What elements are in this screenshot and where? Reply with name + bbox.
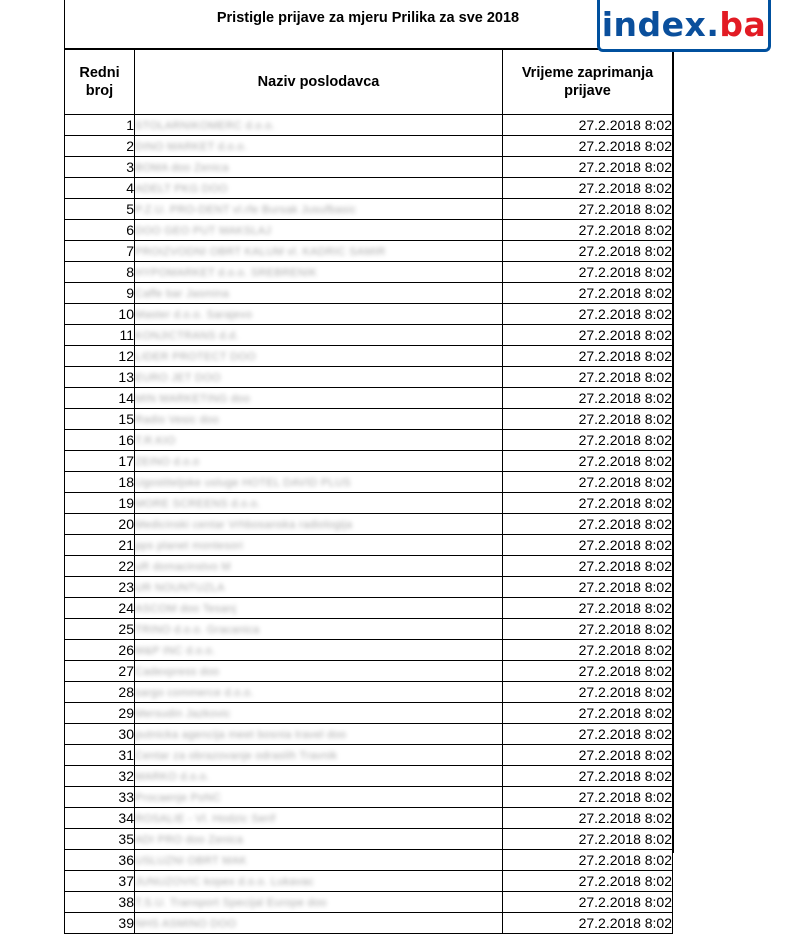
row-number: 24	[65, 598, 135, 619]
employer-name-redacted: JUNUZOVIC kopex d.o.o. Lukavac	[135, 876, 314, 888]
row-number: 29	[65, 703, 135, 724]
table-row	[65, 661, 673, 682]
row-number: 37	[65, 871, 135, 892]
received-time: 27.2.2018 8:02	[503, 472, 673, 493]
employer-name-redacted: NHS ASMINO DOO	[135, 918, 237, 930]
received-time: 27.2.2018 8:02	[503, 157, 673, 178]
table-row	[65, 535, 673, 556]
employer-name-redacted: ADI PRO doo Zenica	[135, 834, 244, 846]
row-number: 13	[65, 367, 135, 388]
employer-name-redacted: BOMA doo Zenica	[135, 162, 229, 174]
table-row	[65, 346, 673, 367]
employer-name-cell	[135, 724, 503, 745]
employer-name-redacted: PROIZVODNI OBRT KALUM vl. KADRIC SAMIR	[135, 246, 386, 258]
table-row	[65, 787, 673, 808]
received-time: 27.2.2018 8:02	[503, 136, 673, 157]
employer-name-redacted: pps planet montesori	[135, 540, 244, 552]
employer-name-redacted: ASCOM doo Tesanj	[135, 603, 237, 615]
employer-name-redacted: ZEINO d.o.o	[135, 456, 200, 468]
received-time: 27.2.2018 8:02	[503, 640, 673, 661]
employer-name-redacted: STOLARNIKOMERC d.o.o.	[135, 120, 275, 132]
employer-name-cell	[135, 262, 503, 283]
employer-name-cell	[135, 472, 503, 493]
employer-name-cell	[135, 220, 503, 241]
table-row	[65, 157, 673, 178]
received-time: 27.2.2018 8:02	[503, 724, 673, 745]
employer-name-redacted: Medicinski centar Vrhbosanska radiologija	[135, 519, 353, 531]
employer-name-cell	[135, 367, 503, 388]
employer-name-redacted: Centar za obrazovanje odraslih Travnik	[135, 750, 338, 762]
employer-name-cell	[135, 913, 503, 934]
received-time: 27.2.2018 8:02	[503, 283, 673, 304]
employer-name-cell	[135, 493, 503, 514]
table-row	[65, 703, 673, 724]
employer-name-redacted: M&P INC d.o.o.	[135, 645, 216, 657]
employer-name-cell	[135, 304, 503, 325]
table-row	[65, 724, 673, 745]
received-time: 27.2.2018 8:02	[503, 598, 673, 619]
row-number: 14	[65, 388, 135, 409]
received-time: 27.2.2018 8:02	[503, 199, 673, 220]
table-row	[65, 304, 673, 325]
table-row	[65, 220, 673, 241]
row-number: 32	[65, 766, 135, 787]
received-time: 27.2.2018 8:02	[503, 682, 673, 703]
row-number: 28	[65, 682, 135, 703]
received-time: 27.2.2018 8:02	[503, 577, 673, 598]
received-time: 27.2.2018 8:02	[503, 409, 673, 430]
row-number: 20	[65, 514, 135, 535]
row-number: 33	[65, 787, 135, 808]
applications-table	[64, 49, 673, 934]
row-number: 31	[65, 745, 135, 766]
employer-name-redacted: HYPOMARKET d.o.o. SREBRENIK	[135, 267, 318, 279]
table-row	[65, 892, 673, 913]
row-number: 26	[65, 640, 135, 661]
table-row	[65, 178, 673, 199]
received-time: 27.2.2018 8:02	[503, 703, 673, 724]
employer-name-redacted: TRINO d.o.o. Gracanica	[135, 624, 260, 636]
employer-name-redacted: EURO JET DOO	[135, 372, 221, 384]
employer-name-cell	[135, 451, 503, 472]
employer-name-cell	[135, 115, 503, 136]
row-number: 39	[65, 913, 135, 934]
employer-name-redacted: KONJICTRANS d.d.	[135, 330, 239, 342]
row-number: 16	[65, 430, 135, 451]
employer-name-cell	[135, 409, 503, 430]
table-row	[65, 493, 673, 514]
row-number: 11	[65, 325, 135, 346]
employer-name-redacted: DOO GEO PUT MAKSLAJ	[135, 225, 272, 237]
employer-name-cell	[135, 871, 503, 892]
employer-name-redacted: Radio Vesic doo	[135, 414, 219, 426]
employer-name-redacted: Mersudin Jazkovic	[135, 708, 231, 720]
received-time: 27.2.2018 8:02	[503, 661, 673, 682]
row-number: 1	[65, 115, 135, 136]
row-number: 6	[65, 220, 135, 241]
employer-name-cell	[135, 766, 503, 787]
row-number: 27	[65, 661, 135, 682]
employer-name-redacted: LIDER PROTECT DOO	[135, 351, 257, 363]
row-number: 34	[65, 808, 135, 829]
row-number: 25	[65, 619, 135, 640]
received-time: 27.2.2018 8:02	[503, 871, 673, 892]
employer-name-cell	[135, 325, 503, 346]
employer-name-cell	[135, 787, 503, 808]
received-time: 27.2.2018 8:02	[503, 808, 673, 829]
table-row	[65, 640, 673, 661]
received-time: 27.2.2018 8:02	[503, 178, 673, 199]
received-time: 27.2.2018 8:02	[503, 493, 673, 514]
received-time: 27.2.2018 8:02	[503, 388, 673, 409]
employer-name-cell	[135, 640, 503, 661]
employer-name-redacted: Ugostiteljske usluge HOTEL DAVID PLUS	[135, 477, 351, 489]
employer-name-cell	[135, 703, 503, 724]
table-row	[65, 598, 673, 619]
row-number: 8	[65, 262, 135, 283]
table-row	[65, 367, 673, 388]
employer-name-cell	[135, 808, 503, 829]
employer-name-cell	[135, 745, 503, 766]
employer-name-cell	[135, 892, 503, 913]
table-row	[65, 430, 673, 451]
employer-name-redacted: DINO MARKET d.o.o.	[135, 141, 248, 153]
table-row	[65, 808, 673, 829]
received-time: 27.2.2018 8:02	[503, 787, 673, 808]
received-time: 27.2.2018 8:02	[503, 913, 673, 934]
table-row	[65, 409, 673, 430]
row-number: 12	[65, 346, 135, 367]
row-number: 9	[65, 283, 135, 304]
row-number: 38	[65, 892, 135, 913]
row-number: 18	[65, 472, 135, 493]
employer-name-cell	[135, 598, 503, 619]
row-number: 23	[65, 577, 135, 598]
employer-name-cell	[135, 661, 503, 682]
row-number: 10	[65, 304, 135, 325]
employer-name-redacted: Procaenje PoNC	[135, 792, 222, 804]
employer-name-redacted: sargo commerce d.o.o.	[135, 687, 254, 699]
received-time: 27.2.2018 8:02	[503, 451, 673, 472]
employer-name-redacted: MARKO d.o.o.	[135, 771, 210, 783]
table-row	[65, 241, 673, 262]
employer-name-redacted: Cadexpress doo	[135, 666, 220, 678]
employer-name-redacted: P.Z.U. PRO-DENT vl.rfe Bursak Jusufbasic	[135, 204, 357, 216]
table-row	[65, 388, 673, 409]
received-time: 27.2.2018 8:02	[503, 220, 673, 241]
employer-name-cell	[135, 556, 503, 577]
employer-name-redacted: T.R.KIO	[135, 435, 176, 447]
received-time: 27.2.2018 8:02	[503, 850, 673, 871]
employer-name-redacted: MORE SCREENS d.o.o.	[135, 498, 261, 510]
employer-name-cell	[135, 535, 503, 556]
row-number: 36	[65, 850, 135, 871]
employer-name-cell	[135, 241, 503, 262]
received-time: 27.2.2018 8:02	[503, 766, 673, 787]
employer-name-cell	[135, 178, 503, 199]
received-time: 27.2.2018 8:02	[503, 115, 673, 136]
employer-name-redacted: putnicka agencija meet bosnia travel doo	[135, 729, 347, 741]
table-row	[65, 283, 673, 304]
table-row	[65, 871, 673, 892]
row-number: 21	[65, 535, 135, 556]
employer-name-cell	[135, 619, 503, 640]
employer-name-cell	[135, 577, 503, 598]
table-row	[65, 745, 673, 766]
table-row	[65, 556, 673, 577]
employer-name-redacted: ADELT PKG DOO	[135, 183, 228, 195]
row-number: 22	[65, 556, 135, 577]
table-row	[65, 913, 673, 934]
employer-name-redacted: Master d.o.o. Sarajevo	[135, 309, 253, 321]
received-time: 27.2.2018 8:02	[503, 262, 673, 283]
received-time: 27.2.2018 8:02	[503, 892, 673, 913]
received-time: 27.2.2018 8:02	[503, 514, 673, 535]
header-naziv-poslodavca: Naziv poslodavca	[135, 50, 503, 115]
employer-name-redacted: USLUZNI OBRT MAK	[135, 855, 247, 867]
employer-name-cell	[135, 346, 503, 367]
received-time: 27.2.2018 8:02	[503, 241, 673, 262]
employer-name-redacted: MIN MARKETING doo	[135, 393, 251, 405]
table-row	[65, 262, 673, 283]
table-row	[65, 451, 673, 472]
received-time: 27.2.2018 8:02	[503, 430, 673, 451]
employer-name-redacted: ROSALIE - Vl. Hodzic Serif	[135, 813, 276, 825]
employer-name-cell	[135, 829, 503, 850]
employer-name-cell	[135, 430, 503, 451]
table-row	[65, 829, 673, 850]
row-number: 19	[65, 493, 135, 514]
employer-name-cell	[135, 199, 503, 220]
table-row	[65, 577, 673, 598]
header-vrijeme-zaprimanja: Vrijeme zaprimanja prijave	[503, 50, 673, 115]
employer-name-redacted: UR NOUNTUZLA	[135, 582, 225, 594]
row-number: 4	[65, 178, 135, 199]
table-header-row	[65, 50, 673, 115]
received-time: 27.2.2018 8:02	[503, 619, 673, 640]
received-time: 27.2.2018 8:02	[503, 829, 673, 850]
received-time: 27.2.2018 8:02	[503, 346, 673, 367]
received-time: 27.2.2018 8:02	[503, 556, 673, 577]
employer-name-cell	[135, 682, 503, 703]
row-number: 15	[65, 409, 135, 430]
received-time: 27.2.2018 8:02	[503, 535, 673, 556]
employer-name-redacted: Caffe bar Jasmina	[135, 288, 230, 300]
row-number: 35	[65, 829, 135, 850]
document-title: Pristigle prijave za mjeru Prilika za sve 2018	[64, 0, 672, 49]
employer-name-cell	[135, 388, 503, 409]
employer-name-cell	[135, 136, 503, 157]
row-number: 17	[65, 451, 135, 472]
header-redni-broj: Redni broj	[65, 50, 135, 115]
table-row	[65, 472, 673, 493]
received-time: 27.2.2018 8:02	[503, 325, 673, 346]
received-time: 27.2.2018 8:02	[503, 745, 673, 766]
table-row	[65, 115, 673, 136]
row-number: 7	[65, 241, 135, 262]
table-row	[65, 766, 673, 787]
row-number: 30	[65, 724, 135, 745]
table-row	[65, 682, 673, 703]
received-time: 27.2.2018 8:02	[503, 367, 673, 388]
row-number: 5	[65, 199, 135, 220]
employer-name-redacted: uR domacinstvo M	[135, 561, 231, 573]
employer-name-cell	[135, 514, 503, 535]
employer-name-cell	[135, 283, 503, 304]
employer-name-cell	[135, 157, 503, 178]
table-row	[65, 619, 673, 640]
index-ba-logo: index. ba	[597, 0, 771, 52]
received-time: 27.2.2018 8:02	[503, 304, 673, 325]
row-number: 3	[65, 157, 135, 178]
employer-name-redacted: T.S.U. Transport Specijal Europe doo	[135, 897, 327, 909]
table-row	[65, 325, 673, 346]
row-number: 2	[65, 136, 135, 157]
table-row	[65, 136, 673, 157]
table-row	[65, 514, 673, 535]
table-row	[65, 199, 673, 220]
